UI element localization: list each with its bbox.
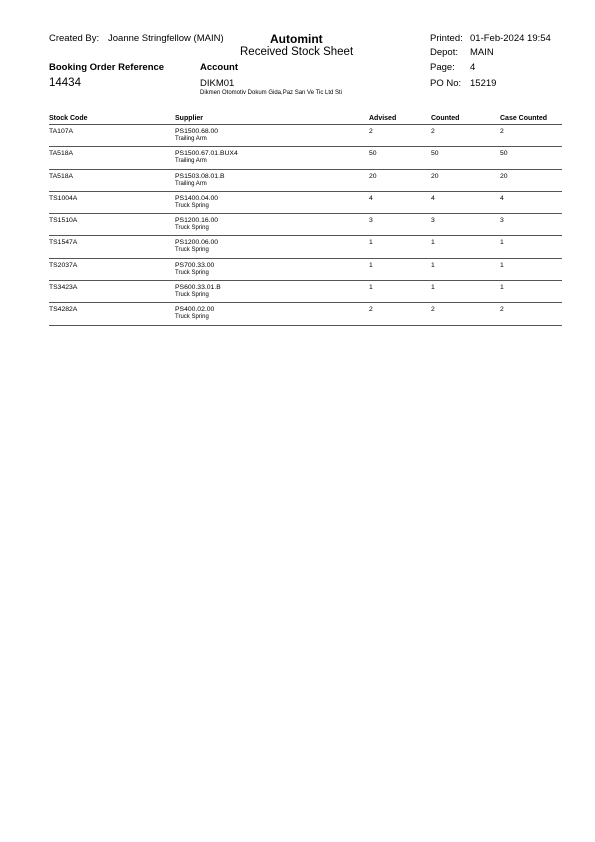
cell-description: Trailing Arm [175,136,207,142]
cell-supplier-code: PS1500.67.01.BUX4 [175,150,238,158]
account-code: DIKM01 [200,78,235,89]
po-value: 15219 [470,78,497,89]
printed-value: 01-Feb-2024 19:54 [470,33,551,44]
cell-stock-code: TA107A [49,128,74,135]
cell-advised: 3 [369,217,373,225]
cell-supplier-code: PS1400.04.00 [175,194,219,202]
printed-label: Printed: [430,33,463,44]
cell-case-counted: 20 [500,172,508,180]
cell-advised: 4 [369,194,373,202]
cell-case-counted: 50 [500,150,508,158]
cell-counted: 1 [431,284,435,292]
cell-case-counted: 1 [500,261,504,269]
created-by-value: Joanne Stringfellow (MAIN) [108,33,224,44]
col-supplier: Supplier [175,115,204,122]
table-row [0,147,595,169]
cell-description: Trailing Arm [175,180,207,187]
cell-description: Truck Spring [175,314,209,321]
table-row [0,236,595,258]
cell-advised: 1 [369,261,373,269]
table-row [0,192,595,214]
depot-value: MAIN [470,47,494,58]
created-by-label: Created By: [49,33,100,44]
cell-advised: 1 [369,284,373,292]
table-row [0,281,595,303]
cell-case-counted: 1 [500,239,504,247]
booking-ref-label: Booking Order Reference [49,62,165,73]
cell-stock-code: TS1004A [49,194,78,202]
cell-stock-code: TS1510A [49,217,78,225]
col-counted: Counted [431,115,460,122]
cell-supplier-code: PS1200.06.00 [175,239,219,247]
cell-stock-code: TS3423A [49,284,78,292]
cell-description: Truck Spring [175,202,209,209]
cell-case-counted: 3 [500,217,504,225]
account-name: Dikmen Otomotiv Dokum Gida,Paz San Ve Tic Ltd Sti [200,90,343,96]
cell-supplier-code: PS1200.16.00 [175,217,219,225]
cell-stock-code: TS4282A [49,306,78,314]
table-row [0,214,595,236]
cell-supplier-code: PS1500.68.00 [175,128,219,135]
cell-stock-code: TA518A [49,150,74,158]
col-advised: Advised [369,115,397,122]
cell-advised: 2 [369,306,373,314]
table-row [0,303,595,325]
page-value: 4 [470,62,476,73]
po-label: PO No: [430,78,462,89]
cell-advised: 20 [369,172,377,180]
cell-supplier-code: PS400.02.00 [175,306,215,314]
cell-description: Truck Spring [175,225,209,232]
cell-counted: 3 [431,217,435,225]
cell-stock-code: TA518A [49,172,74,180]
cell-advised: 2 [369,128,373,135]
cell-description: Truck Spring [175,247,209,254]
col-stock-code: Stock Code [49,115,88,122]
table-row [0,125,595,147]
table-row [0,259,595,281]
cell-counted: 2 [431,306,435,314]
cell-supplier-code: PS700.33.00 [175,261,215,269]
account-label: Account [200,62,238,73]
table-row [0,170,595,192]
stock-table-body [0,125,595,326]
cell-supplier-code: PS1503.08.01.B [175,172,225,180]
cell-description: Truck Spring [175,269,209,276]
cell-case-counted: 4 [500,194,504,202]
booking-ref-value: 14434 [49,77,81,89]
cell-case-counted: 2 [500,306,504,314]
cell-supplier-code: PS600.33.01.B [175,284,221,292]
cell-case-counted: 2 [500,128,504,135]
cell-advised: 1 [369,239,373,247]
cell-counted: 20 [431,172,439,180]
depot-label: Depot: [430,47,458,58]
cell-case-counted: 1 [500,284,504,292]
cell-counted: 1 [431,261,435,269]
cell-advised: 50 [369,150,377,158]
company-name: Automint [270,32,323,46]
page-label: Page: [430,62,455,73]
cell-stock-code: TS1547A [49,239,78,247]
row-divider [49,325,562,326]
cell-description: Trailing Arm [175,158,207,165]
cell-description: Truck Spring [175,292,209,299]
col-case-counted: Case Counted [500,115,548,122]
cell-counted: 2 [431,128,435,135]
cell-stock-code: TS2037A [49,261,78,269]
sheet-title: Received Stock Sheet [240,46,354,58]
cell-counted: 50 [431,150,439,158]
cell-counted: 1 [431,239,435,247]
cell-counted: 4 [431,194,435,202]
